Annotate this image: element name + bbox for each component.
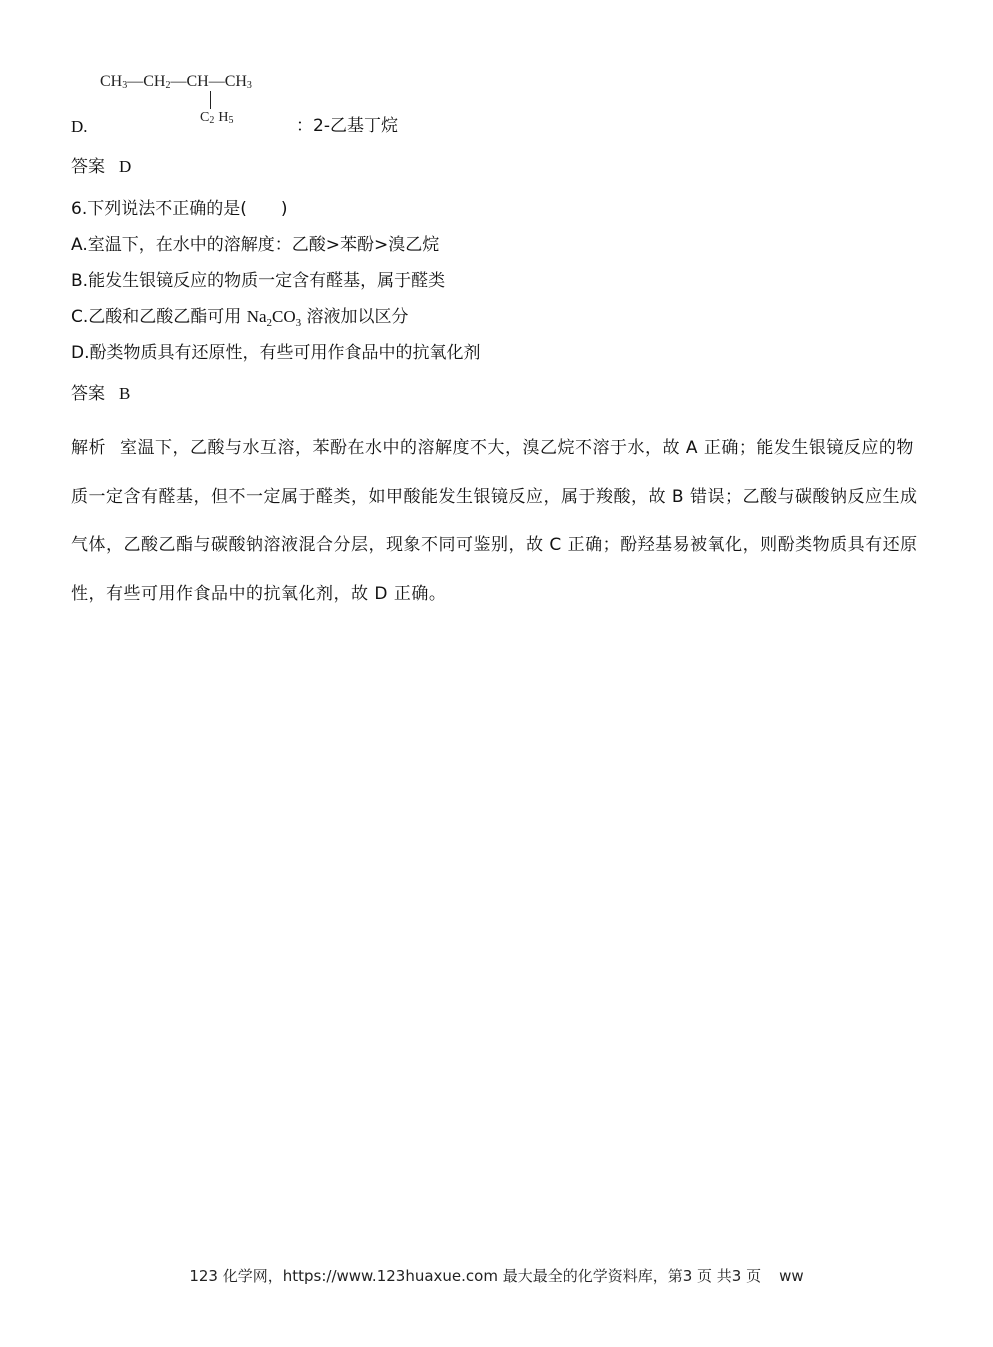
analysis-paragraph — [71, 424, 921, 618]
option-c: C.乙酸和乙酸乙酯可用 $Na_2CO_3$ 溶液加以区分 — [71, 307, 409, 329]
answer-label: 答案 — [71, 384, 105, 404]
structural-formula-main-chain: $CH_3—CH_2—CH—CH_3$ — [100, 73, 252, 91]
option-d-label: D. — [71, 117, 88, 136]
option-d-name: ：2-乙基丁烷 — [296, 116, 398, 136]
question-stem: 6.下列说法不正确的是( ) — [71, 199, 288, 219]
structural-formula-branch: $C_2$ $H_5$ — [200, 110, 234, 126]
answer-value: D — [119, 157, 132, 176]
answer-value: B — [119, 384, 131, 403]
option-a: A.室温下，在水中的溶解度：乙酸>苯酚>溴乙烷 — [71, 235, 440, 255]
structural-formula-bond — [210, 91, 211, 109]
option-d: D.酚类物质具有还原性，有些可用作食品中的抗氧化剂 — [71, 343, 481, 363]
option-b: B.能发生银镜反应的物质一定含有醛基，属于醛类 — [71, 271, 446, 291]
chemical-formula: $Na_2CO_3$ — [246, 307, 302, 329]
analysis-label: 解析 — [71, 438, 106, 458]
analysis-text: 室温下，乙酸与水互溶，苯酚在水中的溶解度不大，溴乙烷不溶于水，故 A 正确；能发生银镜反应的物质一定含有醛基，但不一定属于醛类，如甲酸能发生银镜反应，属于羧酸，故 B 错误；乙酸与碳酸钠反应生成气体，乙酸乙酯与碳酸钠溶液混合分层，现象不同可鉴别，故 C 正确；酚羟基易被氧化，则酚类物质具有还原性，有些可用作食品中的抗氧化剂，故 D 正确。 — [71, 438, 918, 604]
answer-label: 答案 — [71, 157, 105, 177]
footer-watermark: ww — [779, 1267, 804, 1285]
answer-prev-row — [71, 156, 131, 178]
footer-site-text: 123 化学网，https://www.123huaxue.com 最大最全的化学资料库，第3 页 共3 页 — [189, 1267, 762, 1285]
page-footer — [0, 1265, 993, 1286]
answer-row — [71, 383, 130, 405]
